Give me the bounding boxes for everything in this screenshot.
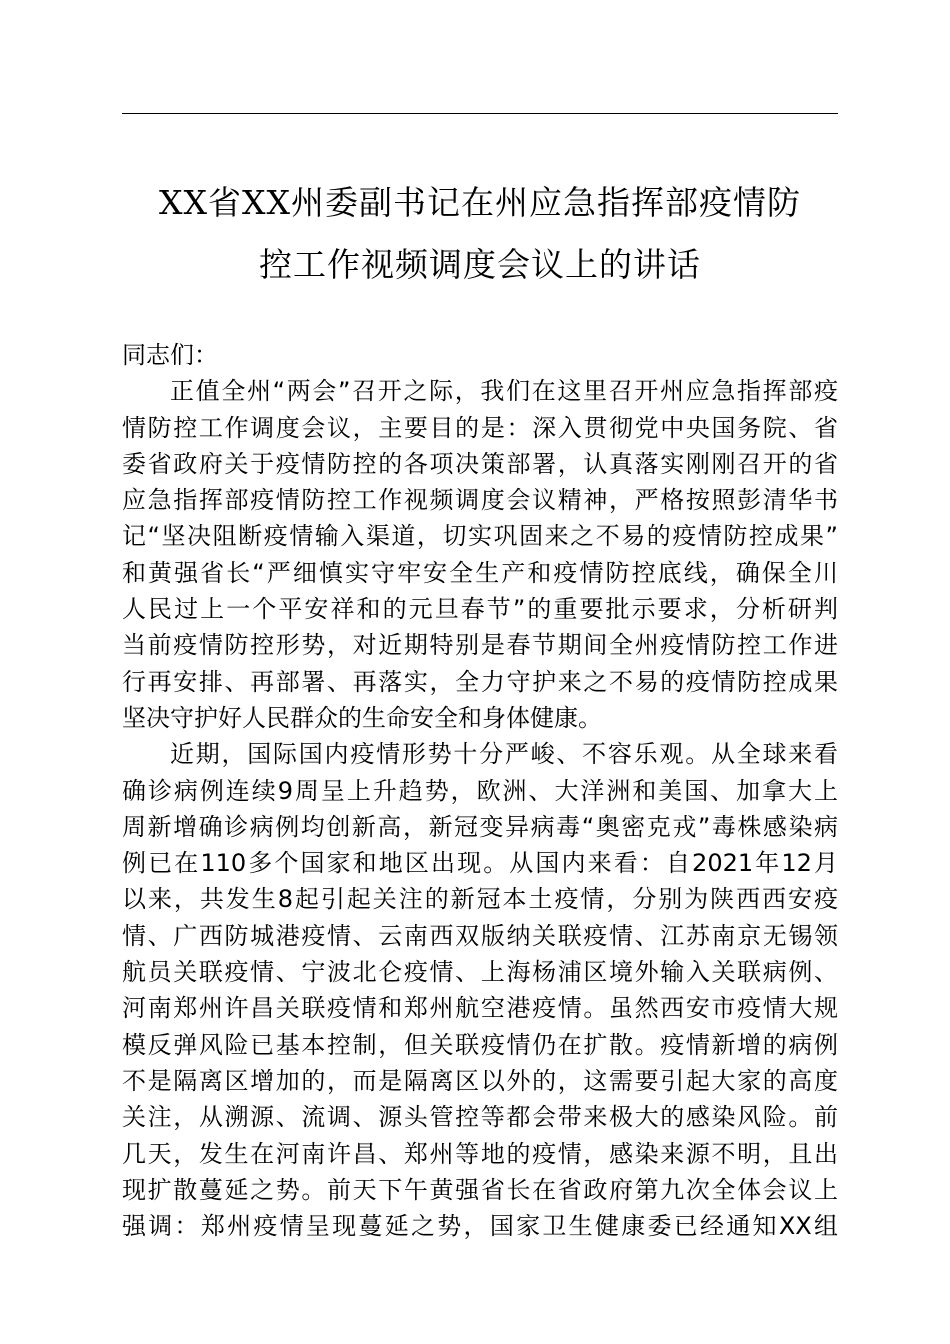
paragraph-line: 情、广西防城港疫情、云南西双版纳关联疫情、江苏南京无锡领 [122, 921, 838, 950]
paragraph-line: 航员关联疫情、宁波北仑疫情、上海杨浦区境外输入关联病例、 [122, 958, 838, 987]
paragraph-line: 记“坚决阻断疫情输入渠道，切实巩固来之不易的疫情防控成果” [122, 522, 838, 551]
paragraph-line: 以来，共发生8起引起关注的新冠本土疫情，分别为陕西西安疫 [122, 885, 838, 914]
paragraph-line: 情防控工作调度会议，主要目的是：深入贯彻党中央国务院、省 [122, 413, 838, 442]
paragraph-line: 关注，从溯源、流调、源头管控等都会带来极大的感染风险。前 [122, 1103, 838, 1132]
paragraph-1 [122, 373, 838, 736]
header-rule [122, 113, 838, 114]
paragraph-line: 行再安排、再部署、再落实，全力守护来之不易的疫情防控成果 [122, 667, 838, 696]
paragraph-line: 河南郑州许昌关联疫情和郑州航空港疫情。虽然西安市疫情大规 [122, 994, 838, 1023]
paragraph-line: 模反弹风险已基本控制，但关联疫情仍在扩散。疫情新增的病例 [122, 1030, 838, 1059]
paragraph-line: 例已在110多个国家和地区出现。从国内来看：自2021年12月 [122, 849, 838, 878]
document-title [110, 172, 850, 296]
paragraph-line: 不是隔离区增加的，而是隔离区以外的，这需要引起大家的高度 [122, 1066, 838, 1095]
document-body [122, 337, 838, 1244]
paragraph-line: 近期，国际国内疫情形势十分严峻、不容乐观。从全球来看 [170, 740, 838, 769]
paragraph-line: 正值全州“两会”召开之际，我们在这里召开州应急指挥部疫 [170, 377, 838, 406]
paragraph-line: 确诊病例连续9周呈上升趋势，欧洲、大洋洲和美国、加拿大上 [122, 776, 838, 805]
paragraph-line: 强调：郑州疫情呈现蔓延之势，国家卫生健康委已经通知XX组 [122, 1212, 838, 1241]
salutation: 同志们： [122, 341, 218, 369]
paragraph-line: 现扩散蔓延之势。前天下午黄强省长在省政府第九次全体会议上 [122, 1175, 838, 1204]
paragraph-2 [122, 736, 838, 1244]
paragraph-line: 委省政府关于疫情防控的各项决策部署，认真落实刚刚召开的省 [122, 449, 838, 478]
title-line: XX省XX州委副书记在州应急指挥部疫情防 [159, 183, 801, 222]
paragraph-line: 当前疫情防控形势，对近期特别是春节期间全州疫情防控工作进 [122, 631, 838, 660]
paragraph-line: 坚决守护好人民群众的生命安全和身体健康。 [122, 703, 602, 732]
paragraph-line: 应急指挥部疫情防控工作视频调度会议精神，严格按照彭清华书 [122, 486, 838, 515]
paragraph-line: 几天，发生在河南许昌、郑州等地的疫情，感染来源不明，且出 [122, 1139, 838, 1168]
paragraph-line: 和黄强省长“严细慎实守牢安全生产和疫情防控底线，确保全川 [122, 558, 838, 587]
title-line: 控工作视频调度会议上的讲话 [259, 245, 701, 284]
paragraph-line: 人民过上一个平安祥和的元旦春节”的重要批示要求，分析研判 [122, 595, 838, 624]
paragraph-line: 周新增确诊病例均创新高，新冠变异病毒“奥密克戎”毒株感染病 [122, 812, 838, 841]
